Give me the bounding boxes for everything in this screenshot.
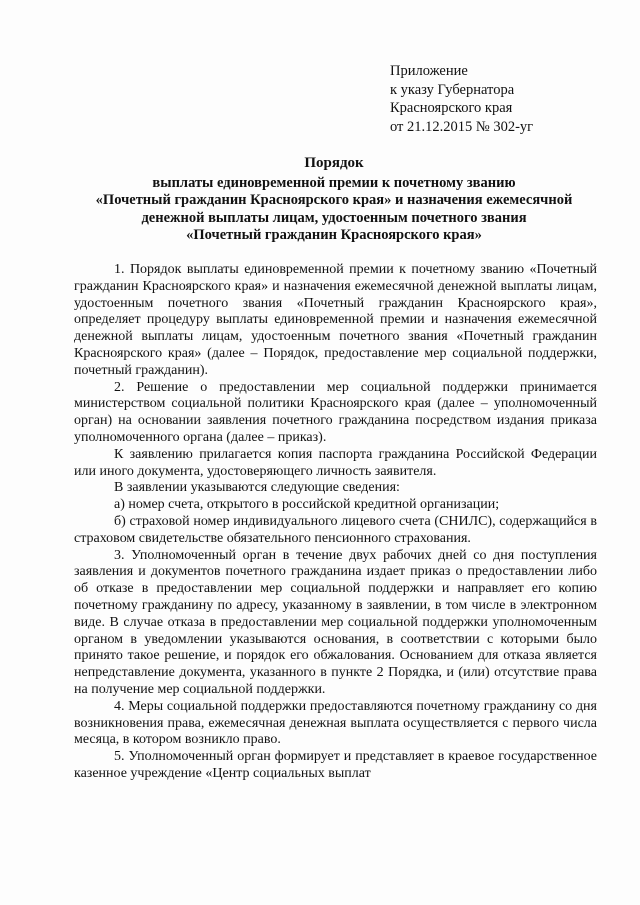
appendix-line-4: от 21.12.2015 № 302-уг: [390, 118, 534, 135]
paragraph-2-info-intro: В заявлении указываются следующие сведения:: [114, 480, 400, 496]
document-title: [64, 155, 604, 245]
appendix-line-3: Красноярского края: [390, 100, 513, 116]
paragraph-5: 5. Уполномоченный орган формирует и представляет в краевое государственное казенное учреждение «Центр социальных выплат: [74, 749, 597, 781]
paragraph-2: 2. Решение о предоставлении мер социальной поддержки принимается министерством социальной политики Красноярского края (далее – уполномоченный орган) на основании заявления почетного гражданина посредством издания приказа уполномоченного органа (далее – приказ).: [74, 379, 597, 445]
appendix-header: [390, 62, 620, 136]
paragraph-3: 3. Уполномоченный орган в течение двух рабочих дней со дня поступления заявления и документов почетного гражданина издает приказ о предоставлении либо об отказе в предоставлении мер социальной поддержки и направляет его копию почетному гражданину по адресу, указанному в заявлении, в том числе в электронном виде. В случае отказа в предоставлении мер социальной поддержки уполномоченным органом в уведомлении указываются основания, в соответствии с которыми было принято такое решение, и порядок его обжалования. Основанием для отказа является непредставление документа, указанного в пункте 2 Порядка, и (или) отсутствие права на получение мер социальной поддержки.: [74, 547, 597, 697]
title-line-2: «Почетный гражданин Красноярского края» и назначения ежемесячной: [95, 192, 573, 208]
title-line-3: денежной выплаты лицам, удостоенным почетного звания: [141, 209, 527, 226]
paragraph-1: 1. Порядок выплаты единовременной премии к почетному званию «Почетный гражданин Красноярского края» и назначения ежемесячной денежной выплаты лицам, удостоенным почетного звания «Почетный гражданин Красноярского края», определяет процедуру выплаты единовременной премии и назначения ежемесячной денежной выплаты лицам, удостоенным почетного звания «Почетный гражданин Красноярского края» (далее – Порядок, предоставление мер социальной поддержки, почетный гражданин).: [74, 262, 597, 378]
paragraph-2-attachments: К заявлению прилагается копия паспорта гражданина Российской Федерации или иного документа, удостоверяющего личность заявителя.: [74, 446, 597, 479]
appendix-line-2: к указу Губернатора: [390, 81, 515, 98]
appendix-line-1: Приложение: [390, 63, 468, 79]
document-body: [74, 262, 597, 783]
paragraph-4: 4. Меры социальной поддержки предоставляются почетному гражданину со дня возникновения права, ежемесячная денежная выплата осуществляется с первого числа месяца, в котором возникло право.: [74, 698, 597, 748]
title-heading: Порядок: [304, 155, 364, 171]
paragraph-2-item-a: а) номер счета, открытого в российской кредитной организации;: [114, 497, 500, 513]
title-line-4: «Почетный гражданин Красноярского края»: [186, 227, 482, 243]
title-line-1: выплаты единовременной премии к почетному званию: [152, 174, 516, 191]
paragraph-2-item-b: б) страховой номер индивидуального лицевого счета (СНИЛС), содержащийся в страховом свидетельстве обязательного пенсионного страхования.: [74, 513, 597, 546]
